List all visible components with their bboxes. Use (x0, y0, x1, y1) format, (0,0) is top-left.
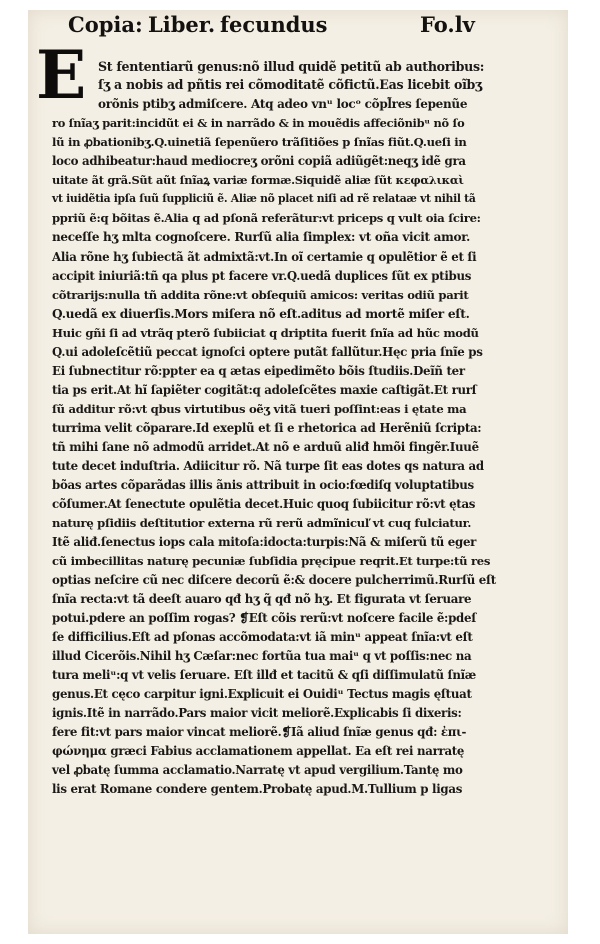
text-line: Alia rõne hʒ ſubiectã ãt admixtã:vt.In oĩ certamie q opulẽtior ẽ et ſi (52, 250, 477, 264)
text-line: orõnis ptibʒ admiſcere. Atq adeo vnᵘ locᵒ cõpl̃res ſepenũe (98, 97, 468, 111)
text-line: ſnĩa recta:vt tã deeſt auaro qđ hʒ q̃ qđ nõ hʒ. Et figurata vt ſeruare (52, 592, 472, 606)
text-line: ſe difficilius.Eſt ad pſonas accõmodata:vt iã minᵘ appeat ſnĩa:vt eſt (52, 630, 473, 644)
text-line: ſʒ a nobis ad pñtis rei cõmoditatẽ cõfictũ.Eas licebit oĩbʒ (98, 77, 482, 92)
text-line: Ei ſubnectitur rõ:ppter ea q ætas eipedimẽto bõis ſtudiis.Deĩñ ter (52, 364, 465, 378)
text-line: turrima velit cõparare.Id exeplũ et ſi e rhetorica ad Herẽniũ ſcripta: (52, 421, 482, 435)
text-line: fere fit:vt pars maior vincat meliorẽ.❡Iã aliud ſnĩæ genus qđ: ἐπι- (52, 725, 467, 739)
text-line: potui.pdere an poſſim rogas? ❡Eſt cõis rerũ:vt noſcere facile ẽ:pdeſ (52, 611, 476, 625)
header-word-liber: Liber. (148, 12, 216, 37)
text-line: tia ps erit.At hĩ ſapiẽter cogitãt:q adoleſcẽtes maxie caſtigãt.Et rurſ (52, 383, 477, 397)
text-line: Itẽ aliđ.ſenectus iops cala mitoſa:idocta:turpis:Nã & miſerũ tũ eger (52, 535, 477, 549)
text-line: genus.Et cęco carpitur igni.Explicuit ei Ouidiᵘ Tectus magis ęſtuat (52, 687, 472, 701)
header-word-secundus: fecundus (220, 12, 328, 37)
text-line: ppriũ ẽ:q bõitas ẽ.Alia q ad pſonã referãtur:vt priceps q vult oia ſcire: (52, 211, 481, 225)
text-line: Q.uedã ex diuerſis.Mors miſera nõ eſt.aditus ad mortẽ miſer eſt. (52, 307, 470, 321)
folio-number: Fo.lv (420, 12, 475, 37)
text-line: tura meliᵘ:q vt velis ſeruare. Eſt illđ et tacitũ & qſi diſſimulatũ ſnĩæ (52, 668, 476, 682)
text-line: cũ imbecillitas naturę pecuniæ ſubſidia pręcipue reqrit.Et turpe:tũ res (52, 554, 491, 568)
text-line: loco adhibeatur:haud mediocreʒ orõni copiã adiũgẽt:neqʒ idẽ gra (52, 154, 466, 168)
text-line: accipit iniuriã:tñ qa plus pt facere vr.Q.uedã duplices ſũt ex ptibus (52, 269, 472, 283)
text-line: lis erat Romane condere gentem.Probatę apud.M.Tullium p ligas (52, 782, 463, 796)
text-line: tñ mihi ſane nõ admodũ arridet.At nõ e arduũ aliđ hmõi fingẽr.Iuuẽ (52, 440, 479, 454)
text-line: vel ꝓbatę ſumma acclamatio.Narratę vt apud vergilium.Tantę mo (52, 763, 463, 777)
text-line: lũ in ꝓbationibʒ.Q.uinetiã ſepenũero trãſitiões p ſnĩas fiũt.Q.ueſi in (52, 135, 467, 149)
text-line: illud Cicerõis.Nihil hʒ Cæſar:nec fortũa tua maiᵘ q vt poſſis:nec na (52, 649, 472, 663)
text-line: Huic gñi ſi ad vtrãq pterõ ſubiiciat q driptita fuerit ſnĩa ad hũc modũ (52, 326, 479, 340)
text-line: neceſſe hʒ mlta cognoſcere. Rurſũ alia ſimplex: vt oña vicit amor. (52, 230, 471, 244)
text-line: bõas artes cõparãdas illis ãnis attribuit in ocio:fœdiſq voluptatibus (52, 478, 474, 492)
text-line: tute decet induſtria. Adiicitur rõ. Nã turpe ſit eas dotes qs natura ad (52, 459, 484, 473)
text-line: Q.ui adoleſcẽtiũ peccat ignoſci optere putãt fallũtur.Hęc pria ſnĩe ps (52, 345, 483, 359)
text-line: cõtrarijs:nulla tñ addita rõne:vt obſequiũ amicos: veritas odiũ parit (52, 288, 469, 302)
text-line: ro ſnĩaʒ parit:incidũt ei & in narrãdo & in mouẽdis affeciõnibᵘ nõ ſo (52, 116, 465, 130)
text-line: φώνημα græci Fabius acclamationem appellat. Ea eſt rei narratę (52, 744, 465, 758)
text-line: optias neſcire cũ nec diſcere decorũ ẽ:& docere pulcherrimũ.Rurſũ eſt (52, 573, 496, 587)
text-line: vt iuidẽtia ipſa ſuũ ſuppliciũ ẽ. Aliæ nõ placet niſi ad rẽ relataæ vt nihil tã (52, 192, 476, 205)
text-line: cõſumer.At ſenectute opulẽtia decet.Huic quoq ſubiicitur rõ:vt ętas (52, 497, 476, 511)
text-line: ignis.Itẽ in narrãdo.Pars maior vicit meliorẽ.Explicabis ſi dixeris: (52, 706, 462, 720)
drop-cap-initial: E (36, 36, 87, 114)
header-word-copia: Copia: (68, 12, 143, 37)
text-line: naturę pſidiis deſtitutior externa rũ rerũ admĩnicuľ vt cuq fulciatur. (52, 516, 472, 530)
text-line: St fententiarũ genus:nõ illud quidẽ petitũ ab authoribus: (98, 59, 485, 74)
text-line: ſũ additur rõ:vt qbus virtutibus oẽʒ vitã tueri poſſint:eas i ętate ma (52, 402, 467, 416)
text-line: uitate ãt grã.Sũt aũt ſnĩaꝝ variæ formæ.Siquidẽ aliæ ſũt κεφαλικαὶ (52, 173, 464, 187)
